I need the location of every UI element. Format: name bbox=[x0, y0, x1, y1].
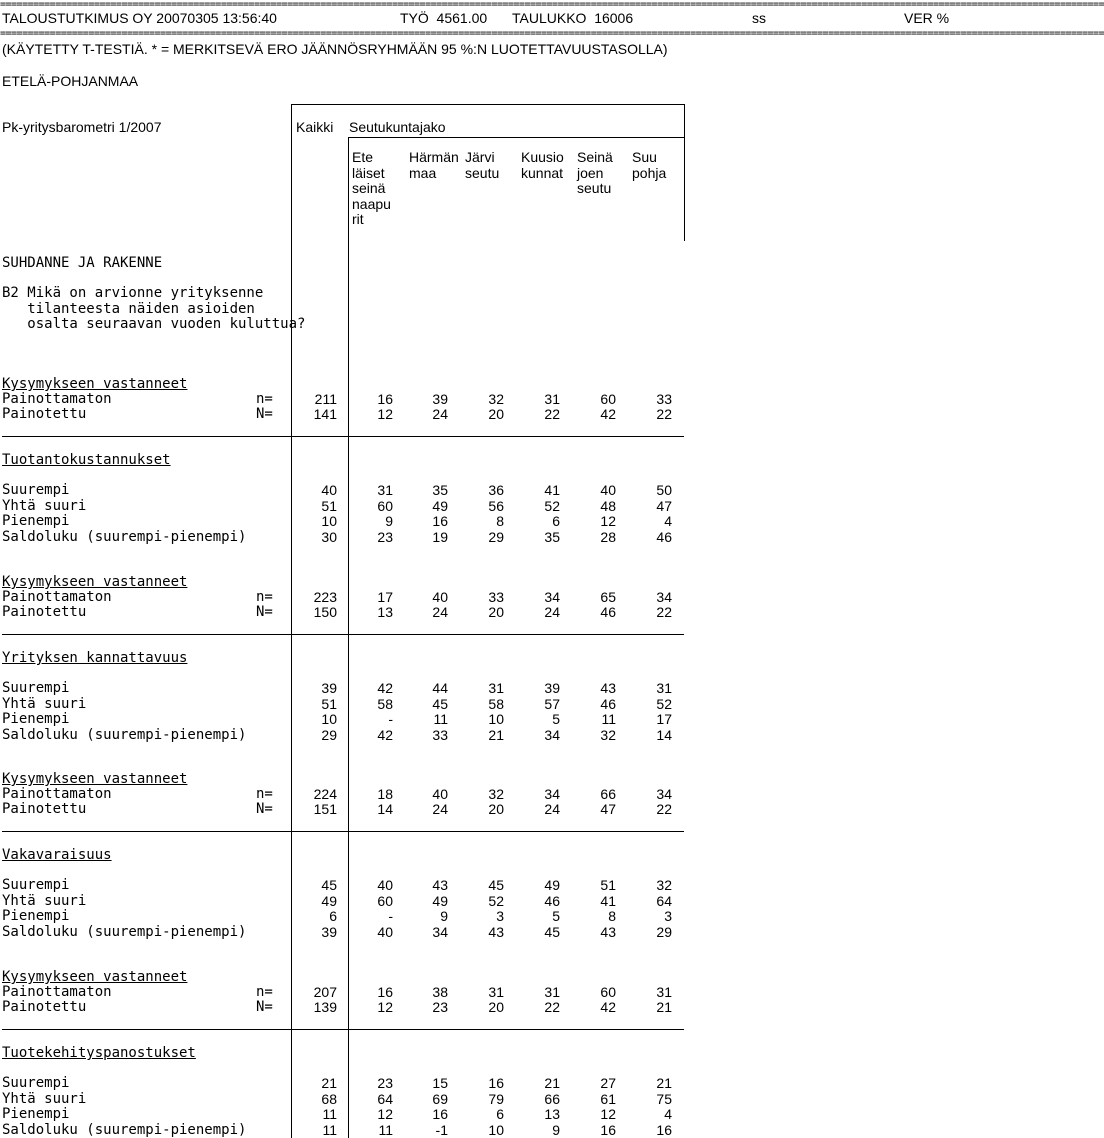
unweighted-value: 65 bbox=[600, 589, 616, 605]
weighted-value: 22 bbox=[656, 801, 672, 817]
row-value: 8 bbox=[608, 908, 616, 924]
weighted-value: 22 bbox=[656, 406, 672, 422]
question-line-3: osalta seuraavan vuoden kuluttua? bbox=[2, 316, 306, 332]
unweighted-value: 60 bbox=[600, 984, 616, 1000]
answered-label: Kysymykseen vastanneet bbox=[2, 376, 188, 392]
question-line-2: tilanteesta näiden asioiden bbox=[2, 301, 255, 317]
unweighted-value: 33 bbox=[488, 589, 504, 605]
row-value: 34 bbox=[432, 923, 448, 940]
row-value: 29 bbox=[321, 726, 337, 743]
row-value: 16 bbox=[432, 513, 448, 529]
subcolumn-header-line: Järvi bbox=[465, 149, 495, 165]
header-company: TALOUSTUTKIMUS OY 20070305 13:56:40 bbox=[2, 10, 277, 26]
header-ss: ss bbox=[752, 10, 766, 26]
row-value: 23 bbox=[377, 1075, 393, 1091]
row-value: 45 bbox=[488, 877, 504, 893]
separator-header: ======================================================================================================================================================================================================== bbox=[0, 28, 1104, 39]
row-label: Yhtä suuri bbox=[2, 497, 87, 514]
row-value: 29 bbox=[656, 923, 672, 940]
row-value: 33 bbox=[432, 726, 448, 743]
unweighted-value: 17 bbox=[377, 589, 393, 605]
row-label: Saldoluku (suurempi-pienempi) bbox=[2, 923, 247, 940]
survey-title: Pk-yritysbarometri 1/2007 bbox=[2, 119, 162, 135]
vline-left bbox=[291, 104, 292, 1138]
topic-title: Vakavaraisuus bbox=[2, 847, 112, 863]
subcolumn-header-line: Härmän bbox=[409, 149, 459, 165]
row-value: 44 bbox=[432, 680, 448, 696]
row-label: Suurempi bbox=[2, 1075, 70, 1091]
weighted-value: 24 bbox=[432, 604, 448, 620]
unweighted-value: 224 bbox=[313, 786, 337, 802]
row-value: 43 bbox=[600, 680, 616, 696]
row-value: 40 bbox=[377, 877, 393, 893]
row-value: 21 bbox=[321, 1075, 337, 1091]
unweighted-value: 31 bbox=[544, 391, 560, 407]
row-value: 49 bbox=[321, 892, 337, 909]
weighted-value: 151 bbox=[313, 801, 337, 817]
row-value: 43 bbox=[432, 877, 448, 893]
row-value: 58 bbox=[377, 695, 393, 712]
row-value: 11 bbox=[433, 711, 448, 727]
row-value: 23 bbox=[377, 528, 393, 545]
unweighted-n-label: n= bbox=[256, 984, 273, 1000]
row-value: 64 bbox=[377, 1090, 393, 1107]
row-value: 6 bbox=[552, 513, 560, 529]
weighted-value: 150 bbox=[313, 604, 337, 620]
row-value: 45 bbox=[432, 695, 448, 712]
row-value: 41 bbox=[600, 892, 616, 909]
header-table: TAULUKKO 16006 bbox=[512, 10, 634, 26]
block-separator bbox=[2, 831, 684, 832]
weighted-value: 46 bbox=[600, 604, 616, 620]
row-value: 11 bbox=[378, 1121, 393, 1138]
row-value: 12 bbox=[377, 1106, 393, 1122]
weighted-value: 24 bbox=[544, 801, 560, 817]
row-value: 52 bbox=[544, 497, 560, 514]
question-line-1: B2 Mikä on arvionne yrityksenne bbox=[2, 285, 264, 301]
separator-top: ======================================================================================================================================================================================================== bbox=[0, 0, 1104, 10]
row-value: 42 bbox=[377, 680, 393, 696]
subcolumn-header-line: joen bbox=[577, 164, 604, 181]
subcolumn-header-line: kunnat bbox=[521, 164, 564, 181]
row-value: 27 bbox=[600, 1075, 616, 1091]
row-value: 4 bbox=[664, 513, 672, 529]
row-value: 16 bbox=[488, 1075, 504, 1091]
row-value: 68 bbox=[321, 1090, 337, 1107]
row-value: 48 bbox=[600, 497, 616, 514]
row-value: 21 bbox=[656, 1075, 672, 1091]
weighted-value: 47 bbox=[600, 801, 616, 817]
row-label: Yhtä suuri bbox=[2, 695, 87, 712]
unweighted-label: Painottamaton bbox=[2, 786, 112, 802]
subcolumn-header-line: Seinä bbox=[577, 149, 613, 165]
row-value: 21 bbox=[544, 1075, 560, 1091]
row-value: 49 bbox=[544, 877, 560, 893]
weighted-value: 20 bbox=[488, 406, 504, 422]
unweighted-value: 32 bbox=[488, 786, 504, 802]
unweighted-n-label: n= bbox=[256, 589, 273, 605]
row-value: 21 bbox=[488, 726, 504, 743]
unweighted-value: 40 bbox=[432, 589, 448, 605]
unweighted-value: 31 bbox=[488, 984, 504, 1000]
weighted-value: 14 bbox=[377, 801, 393, 817]
row-value: 51 bbox=[600, 877, 616, 893]
row-value: 40 bbox=[377, 923, 393, 940]
row-value: 50 bbox=[656, 482, 672, 498]
weighted-label: Painotettu bbox=[2, 801, 87, 817]
row-value: 58 bbox=[488, 695, 504, 712]
row-label: Pienempi bbox=[2, 1106, 70, 1122]
subcolumn-header-line: seutu bbox=[465, 164, 500, 181]
row-value: 32 bbox=[600, 726, 616, 743]
row-value: 40 bbox=[321, 482, 337, 498]
weighted-value: 24 bbox=[544, 604, 560, 620]
subcolumn-header-line: seinä bbox=[352, 180, 386, 196]
row-value: 28 bbox=[600, 528, 616, 545]
weighted-value: 13 bbox=[377, 604, 393, 620]
subcolumn-header-line: pohja bbox=[632, 164, 667, 181]
topic-title: Yrityksen kannattavuus bbox=[2, 650, 188, 666]
row-value: 46 bbox=[600, 695, 616, 712]
row-value: 36 bbox=[488, 482, 504, 498]
test-note: (KÄYTETTY T-TESTIÄ. * = MERKITSEVÄ ERO JÄÄNNÖSRYHMÄÄN 95 %:N LUOTETTAVUUSTASOLLA) bbox=[2, 41, 668, 57]
row-value: 3 bbox=[664, 908, 672, 924]
row-label: Suurempi bbox=[2, 877, 70, 893]
row-value: -1 bbox=[435, 1121, 448, 1138]
row-value: 10 bbox=[488, 1121, 504, 1138]
row-value: 49 bbox=[432, 892, 448, 909]
region-title: ETELÄ-POHJANMAA bbox=[2, 73, 139, 89]
row-value: 10 bbox=[321, 513, 337, 529]
row-value: 46 bbox=[544, 892, 560, 909]
topic-title: Tuotekehityspanostukset bbox=[2, 1045, 196, 1061]
unweighted-value: 32 bbox=[488, 391, 504, 407]
unweighted-value: 207 bbox=[313, 984, 337, 1000]
block-separator bbox=[2, 436, 684, 437]
weighted-n-label: N= bbox=[256, 999, 273, 1015]
unweighted-value: 223 bbox=[313, 589, 337, 605]
unweighted-value: 33 bbox=[656, 391, 672, 407]
section-title: SUHDANNE JA RAKENNE bbox=[2, 255, 163, 271]
weighted-n-label: N= bbox=[256, 406, 273, 422]
row-value: 11 bbox=[322, 1106, 337, 1122]
row-value: 19 bbox=[432, 528, 448, 545]
row-label: Yhtä suuri bbox=[2, 892, 87, 909]
subcolumn-header-line: Ete bbox=[352, 149, 374, 165]
row-value: 51 bbox=[321, 695, 337, 712]
answered-label: Kysymykseen vastanneet bbox=[2, 574, 188, 590]
weighted-value: 22 bbox=[544, 999, 560, 1015]
subcolumn-header-line: maa bbox=[409, 164, 437, 181]
subcolumn-header-line: Suu bbox=[632, 149, 657, 165]
weighted-value: 141 bbox=[313, 406, 337, 422]
unweighted-value: 31 bbox=[544, 984, 560, 1000]
row-value: 57 bbox=[544, 695, 560, 712]
unweighted-value: 211 bbox=[314, 391, 337, 407]
row-value: 9 bbox=[385, 513, 393, 529]
row-value: 56 bbox=[488, 497, 504, 514]
weighted-value: 21 bbox=[656, 999, 672, 1015]
weighted-n-label: N= bbox=[256, 801, 273, 817]
row-value: - bbox=[388, 711, 393, 727]
row-value: 39 bbox=[321, 680, 337, 696]
row-value: 35 bbox=[432, 482, 448, 498]
unweighted-value: 34 bbox=[656, 589, 672, 605]
subcolumn-header-line: seutu bbox=[577, 180, 612, 196]
unweighted-n-label: n= bbox=[256, 391, 273, 407]
row-value: 39 bbox=[321, 923, 337, 940]
row-value: 31 bbox=[377, 482, 393, 498]
row-value: 5 bbox=[552, 908, 560, 924]
unweighted-value: 39 bbox=[432, 391, 448, 407]
weighted-value: 20 bbox=[488, 801, 504, 817]
answered-label: Kysymykseen vastanneet bbox=[2, 969, 188, 985]
unweighted-value: 38 bbox=[432, 984, 448, 1000]
row-value: 29 bbox=[488, 528, 504, 545]
unweighted-value: 16 bbox=[377, 984, 393, 1000]
row-value: 16 bbox=[600, 1121, 616, 1138]
row-value: 8 bbox=[496, 513, 504, 529]
unweighted-value: 31 bbox=[656, 984, 672, 1000]
row-value: 15 bbox=[432, 1075, 448, 1091]
row-value: 12 bbox=[600, 1106, 616, 1122]
weighted-n-label: N= bbox=[256, 604, 273, 620]
row-value: 10 bbox=[321, 711, 337, 727]
row-value: 6 bbox=[329, 908, 337, 924]
weighted-label: Painotettu bbox=[2, 604, 87, 620]
row-value: 35 bbox=[544, 528, 560, 545]
row-value: 41 bbox=[544, 482, 560, 498]
unweighted-value: 66 bbox=[600, 786, 616, 802]
row-value: 39 bbox=[544, 680, 560, 696]
row-value: 31 bbox=[488, 680, 504, 696]
row-label: Yhtä suuri bbox=[2, 1090, 87, 1107]
row-value: 31 bbox=[656, 680, 672, 696]
header-box-top bbox=[292, 104, 684, 105]
weighted-value: 20 bbox=[488, 604, 504, 620]
row-label: Pienempi bbox=[2, 711, 70, 727]
unweighted-label: Painottamaton bbox=[2, 984, 112, 1000]
row-value: 52 bbox=[488, 892, 504, 909]
row-value: 69 bbox=[432, 1090, 448, 1107]
header-work: TYÖ 4561.00 bbox=[400, 10, 488, 26]
weighted-value: 42 bbox=[600, 406, 616, 422]
subcolumn-header-line: läiset bbox=[352, 164, 385, 181]
row-label: Pienempi bbox=[2, 513, 70, 529]
weighted-value: 42 bbox=[600, 999, 616, 1015]
row-value: 13 bbox=[544, 1106, 560, 1122]
row-value: 51 bbox=[321, 497, 337, 514]
weighted-value: 22 bbox=[656, 604, 672, 620]
row-value: 61 bbox=[600, 1090, 616, 1107]
row-value: 47 bbox=[656, 497, 672, 514]
row-value: 11 bbox=[322, 1121, 337, 1138]
weighted-label: Painotettu bbox=[2, 406, 87, 422]
row-value: 75 bbox=[656, 1090, 672, 1107]
block-separator bbox=[2, 1029, 684, 1030]
row-value: 79 bbox=[488, 1090, 504, 1107]
row-value: 9 bbox=[440, 908, 448, 924]
row-value: 9 bbox=[552, 1121, 560, 1138]
row-value: 46 bbox=[656, 528, 672, 545]
weighted-value: 12 bbox=[377, 406, 393, 422]
row-value: 16 bbox=[432, 1106, 448, 1122]
row-label: Pienempi bbox=[2, 908, 70, 924]
row-value: 60 bbox=[377, 497, 393, 514]
row-value: 5 bbox=[552, 711, 560, 727]
vline-kaikki bbox=[348, 137, 349, 1138]
row-value: 17 bbox=[656, 711, 672, 727]
row-value: - bbox=[388, 908, 393, 924]
row-value: 14 bbox=[656, 726, 672, 743]
row-value: 12 bbox=[600, 513, 616, 529]
subcolumn-header-line: rit bbox=[352, 211, 364, 227]
weighted-value: 24 bbox=[432, 801, 448, 817]
row-value: 34 bbox=[544, 726, 560, 743]
unweighted-value: 34 bbox=[544, 589, 560, 605]
unweighted-value: 34 bbox=[544, 786, 560, 802]
row-value: 66 bbox=[544, 1090, 560, 1107]
subcolumn-header-line: naapu bbox=[352, 195, 391, 212]
row-value: 45 bbox=[544, 923, 560, 940]
weighted-value: 20 bbox=[488, 999, 504, 1015]
row-value: 43 bbox=[488, 923, 504, 940]
unweighted-label: Painottamaton bbox=[2, 391, 112, 407]
weighted-value: 23 bbox=[432, 999, 448, 1015]
unweighted-value: 60 bbox=[600, 391, 616, 407]
header-ver: VER % bbox=[904, 10, 950, 26]
row-value: 40 bbox=[600, 482, 616, 498]
row-value: 52 bbox=[656, 695, 672, 712]
answered-label: Kysymykseen vastanneet bbox=[2, 771, 188, 787]
unweighted-value: 34 bbox=[656, 786, 672, 802]
unweighted-n-label: n= bbox=[256, 786, 273, 802]
row-value: 11 bbox=[601, 711, 616, 727]
weighted-value: 24 bbox=[432, 406, 448, 422]
header-box-mid bbox=[348, 137, 684, 138]
row-label: Suurempi bbox=[2, 482, 70, 498]
column-seutukuntajako: Seutukuntajako bbox=[349, 119, 446, 135]
row-value: 32 bbox=[656, 877, 672, 893]
row-label: Saldoluku (suurempi-pienempi) bbox=[2, 528, 247, 545]
subcolumn-header-line: Kuusio bbox=[521, 149, 564, 165]
row-value: 60 bbox=[377, 892, 393, 909]
row-label: Saldoluku (suurempi-pienempi) bbox=[2, 1121, 247, 1138]
weighted-value: 139 bbox=[313, 999, 337, 1015]
weighted-value: 12 bbox=[377, 999, 393, 1015]
column-kaikki: Kaikki bbox=[296, 119, 334, 135]
weighted-label: Painotettu bbox=[2, 999, 87, 1015]
unweighted-value: 18 bbox=[377, 786, 393, 802]
unweighted-label: Painottamaton bbox=[2, 589, 112, 605]
row-value: 4 bbox=[664, 1106, 672, 1122]
row-value: 49 bbox=[432, 497, 448, 514]
unweighted-value: 16 bbox=[377, 391, 393, 407]
row-value: 3 bbox=[496, 908, 504, 924]
row-value: 64 bbox=[656, 892, 672, 909]
row-value: 30 bbox=[321, 528, 337, 545]
row-value: 16 bbox=[656, 1121, 672, 1138]
row-label: Suurempi bbox=[2, 680, 70, 696]
block-separator bbox=[2, 634, 684, 635]
row-value: 10 bbox=[488, 711, 504, 727]
row-label: Saldoluku (suurempi-pienempi) bbox=[2, 726, 247, 743]
row-value: 43 bbox=[600, 923, 616, 940]
unweighted-value: 40 bbox=[432, 786, 448, 802]
row-value: 42 bbox=[377, 726, 393, 743]
vline-right bbox=[684, 104, 685, 241]
row-value: 45 bbox=[321, 877, 337, 893]
row-value: 6 bbox=[496, 1106, 504, 1122]
weighted-value: 22 bbox=[544, 406, 560, 422]
topic-title: Tuotantokustannukset bbox=[2, 452, 171, 468]
